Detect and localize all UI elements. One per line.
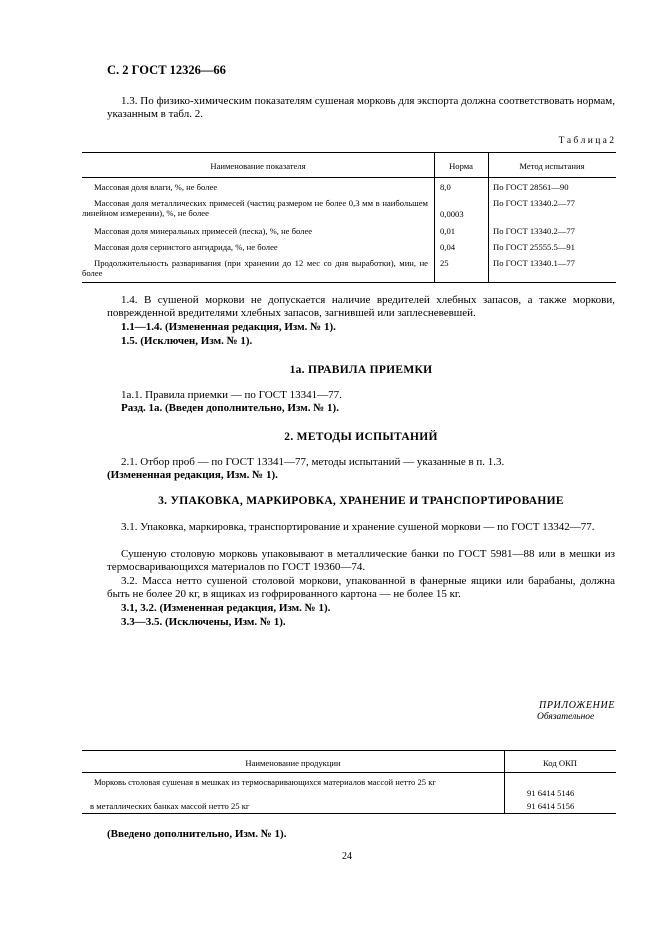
table-row: Массовая доля металлических примесей (частиц размером не более 0,3 мм в наибольшем линейном измерении), %, не более xyxy=(82,198,428,218)
table-cell-code: 91 6414 5146 xyxy=(527,788,575,798)
table-row: Массовая доля минеральных примесей (песка), %, не более xyxy=(94,226,313,236)
appendix-amendment: (Введено дополнительно, Изм. № 1). xyxy=(107,828,287,840)
table-2-header-method: Метод испытания xyxy=(519,161,585,171)
appendix-subtitle: Обязательное xyxy=(537,712,595,722)
table-row: Массовая доля сернистого ангидрида, %, не более xyxy=(94,242,278,252)
table-cell-norm: 8,0 xyxy=(440,182,451,192)
section-2-heading: 2. МЕТОДЫ ИСПЫТАНИЙ xyxy=(284,431,438,443)
paragraph-3-2: 3.2. Масса нетто сушеной столовой моркови, упакованной в фанерные ящики или барабаны, должна быть не более 20 кг, в ящиках из гофрированного картона — не более 15 кг. xyxy=(107,575,615,600)
table-row: Продолжительность разваривания (при хранении до 12 мес со дня выработки), мин, не более xyxy=(82,258,428,278)
section-3-heading: 3. УПАКОВКА, МАРКИРОВКА, ХРАНЕНИЕ И ТРАНСПОРТИРОВАНИЕ xyxy=(158,495,564,507)
table-row: в металлических банках массой нетто 25 кг xyxy=(90,801,250,811)
paragraph-1-5: 1.5. (Исключен, Изм. № 1). xyxy=(121,335,253,347)
paragraph-1-4: 1.4. В сушеной моркови не допускается наличие вредителей хлебных запасов, а также моркови, поврежденной вредителями хлебных запасов, загнившей или заплесневевшей. xyxy=(107,294,615,319)
table-cell-norm: 0,0003 xyxy=(440,209,464,219)
appendix-title: ПРИЛОЖЕНИЕ xyxy=(539,700,615,711)
table-2-header-norm: Норма xyxy=(449,161,473,171)
table-2-caption: Т а б л и ц а 2 xyxy=(558,136,614,146)
table-cell-method: По ГОСТ 13340.2—77 xyxy=(493,198,575,208)
page-header: С. 2 ГОСТ 12326—66 xyxy=(107,63,226,77)
section-3-amendment: 3.1, 3.2. (Измененная редакция, Изм. № 1). xyxy=(121,602,331,614)
table-cell-method: По ГОСТ 25555.5—91 xyxy=(493,242,575,252)
paragraph-1-3: 1.3. По физико-химическим показателям сушеная морковь для экспорта должна соответствовать нормам, указанным в табл. 2. xyxy=(107,95,615,120)
table-cell-method: По ГОСТ 13340.2—77 xyxy=(493,226,575,236)
table-cell-norm: 0,01 xyxy=(440,226,456,236)
amendment-1-1-1-4: 1.1—1.4. (Измененная редакция, Изм. № 1). xyxy=(121,321,336,333)
paragraph-1a-1: 1а.1. Правила приемки — по ГОСТ 13341—77. xyxy=(121,389,342,401)
appendix-header-code: Код ОКП xyxy=(542,758,578,768)
paragraph-2-1: 2.1. Отбор проб — по ГОСТ 13341—77, методы испытаний — указанные в п. 1.3. xyxy=(121,456,505,468)
table-cell-code: 91 6414 5156 xyxy=(527,801,575,811)
appendix-header-name: Наименование продукции xyxy=(245,758,341,768)
table-cell-norm: 0,04 xyxy=(440,242,456,252)
table-2-header-name: Наименование показателя xyxy=(210,161,306,171)
table-cell-method: По ГОСТ 13340.1—77 xyxy=(493,258,575,268)
section-1a-heading: 1а. ПРАВИЛА ПРИЕМКИ xyxy=(289,364,433,376)
table-row: Массовая доля влаги, %, не более xyxy=(94,182,218,192)
section-2-amendment: (Измененная редакция, Изм. № 1). xyxy=(107,469,278,481)
page-number: 24 xyxy=(342,851,352,862)
table-cell-method: По ГОСТ 28561—90 xyxy=(493,182,569,192)
paragraph-3-3-3-5: 3.3—3.5. (Исключены, Изм. № 1). xyxy=(121,616,286,628)
table-cell-norm: 25 xyxy=(440,258,449,268)
table-row: Морковь столовая сушеная в мешках из термосваривающихся материалов массой нетто 25 кг xyxy=(94,777,436,787)
paragraph-3-1-packaging: Сушеную столовую морковь упаковывают в металлические банки по ГОСТ 5981—88 или в мешки из термосваривающихся материалов по ГОСТ 19360—74. xyxy=(107,548,615,573)
section-1a-amendment: Разд. 1а. (Введен дополнительно, Изм. № 1). xyxy=(121,402,339,414)
paragraph-3-1: 3.1. Упаковка, маркировка, транспортирование и хранение сушеной моркови — по ГОСТ 13342—77. xyxy=(121,521,595,533)
